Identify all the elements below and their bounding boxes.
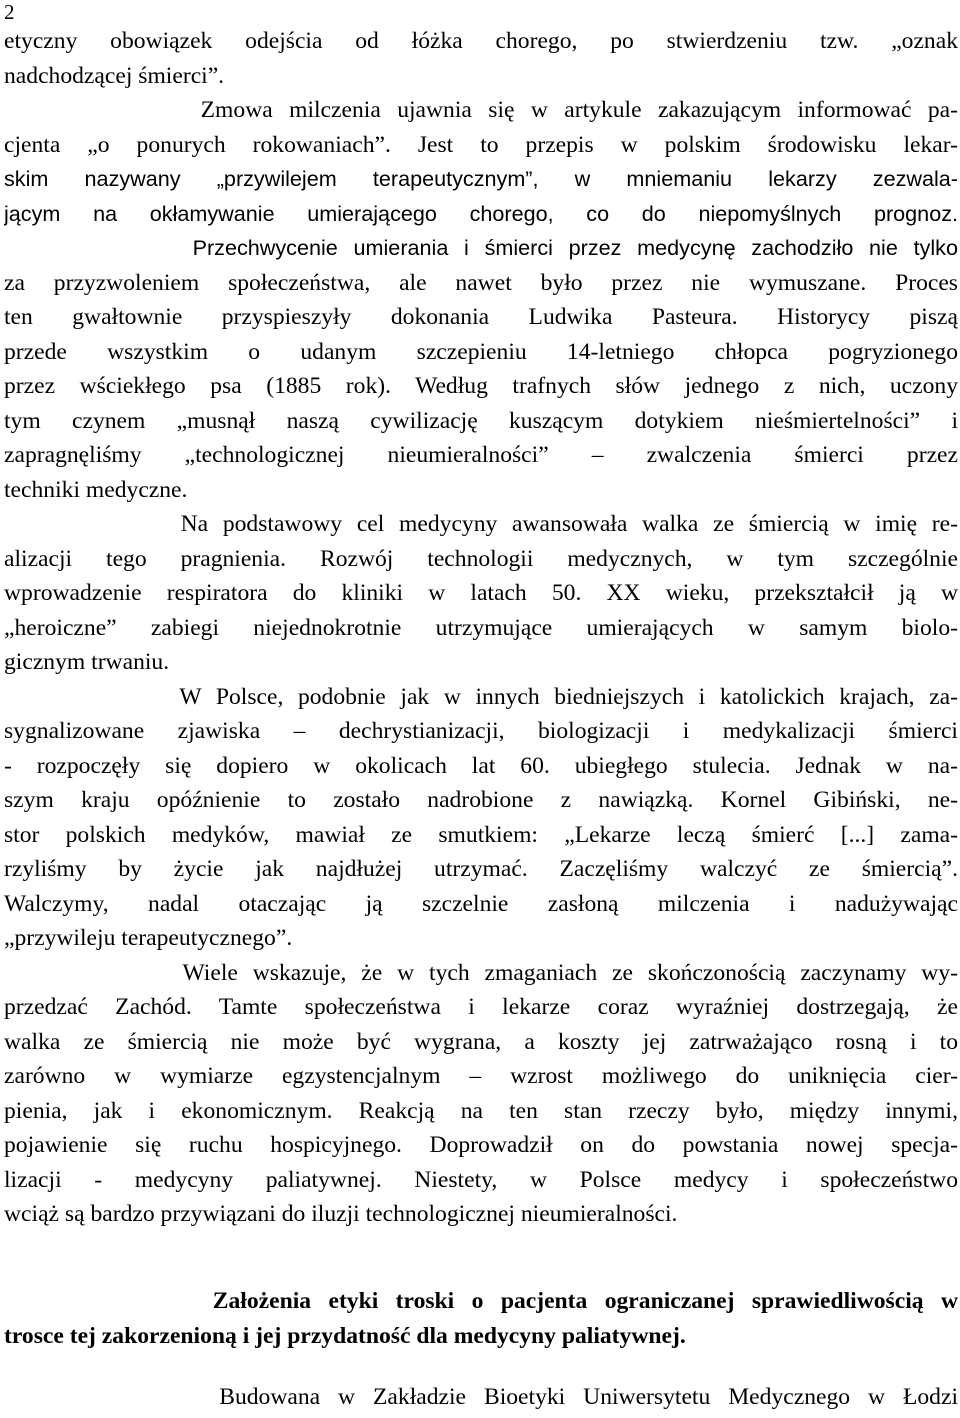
- text-line: wprowadzenie respiratora do kliniki w latach 50. XX wieku, przekształcił ją w: [4, 580, 958, 606]
- text-line: Walczymy, nadal otaczając ją szczelnie zasłoną milczenia i nadużywając: [4, 890, 958, 917]
- text-line: alizacji tego pragnienia. Rozwój technologii medycznych, w tym szczególnie: [4, 545, 958, 572]
- text-line: - rozpoczęły się dopiero w okolicach lat 60. ubiegłego stulecia. Jednak w na-: [4, 752, 958, 779]
- footer-paragraph-line-1: Budowana w Zakładzie Bioetyki Uniwersytetu Medycznego w Łodzi: [4, 1384, 958, 1410]
- text-line: etyczny obowiązek odejścia od łóżka chorego, po stwierdzeniu tzw. „oznak: [4, 28, 958, 54]
- text-line: techniki medyczne.: [4, 476, 188, 503]
- text-line: tym czynem „musnął naszą cywilizację kuszącym dotykiem nieśmiertelności” i: [4, 407, 958, 434]
- text-line: Wiele wskazuje, że w tych zmaganiach ze skończonością zaczynamy wy-: [4, 959, 958, 986]
- text-line: Zmowa milczenia ujawnia się w artykule zakazującym informować pa-: [4, 97, 958, 123]
- section-heading-line-1: Założenia etyki troski o pacjenta ograniczanej sprawiedliwością w: [4, 1288, 958, 1314]
- text-line: lizacji - medycyny paliatywnej. Niestety, w Polsce medycy i społeczeństwo: [4, 1166, 958, 1193]
- text-line: zapragnęliśmy „technologicznej nieumieralności” – zwalczenia śmierci przez: [4, 442, 958, 468]
- text-line: walka ze śmiercią nie może być wygrana, a koszty jej zatrważająco rosną i to: [4, 1028, 958, 1055]
- text-line: pienia, jak i ekonomicznym. Reakcją na ten stan rzeczy było, między innymi,: [4, 1097, 958, 1124]
- text-line: za przyzwoleniem społeczeństwa, ale nawet było przez nie wymuszane. Proces: [4, 269, 958, 296]
- text-line: „przywileju terapeutycznego”.: [4, 925, 293, 951]
- text-line: wciąż są bardzo przywiązani do iluzji technologicznej nieumieralności.: [4, 1201, 678, 1227]
- text-line: „heroiczne” zabiegi niejednokrotnie utrzymujące umierających w samym biolo-: [4, 614, 958, 641]
- text-line: przede wszystkim o udanym szczepieniu 14-letniego chłopca pogryzionego: [4, 338, 958, 365]
- text-line: przez wściekłego psa (1885 rok). Według trafnych słów jednego z nich, uczony: [4, 373, 958, 399]
- text-line: zarówno w wymiarze egzystencjalnym – wzrost możliwego do uniknięcia cier-: [4, 1063, 958, 1089]
- page-number: 2: [4, 0, 15, 24]
- section-heading-line-2: trosce tej zakorzenioną i jej przydatność dla medycyny paliatywnej.: [4, 1322, 686, 1349]
- text-line: Przechwycenie umierania i śmierci przez medycynę zachodziło nie tylko: [4, 235, 958, 260]
- text-line: Na podstawowy cel medycyny awansowała walka ze śmiercią w imię re-: [4, 511, 958, 537]
- text-line: nadchodzącej śmierci”.: [4, 62, 225, 89]
- text-line: przedzać Zachód. Tamte społeczeństwa i lekarze coraz wyraźniej dostrzegają, że: [4, 994, 958, 1020]
- text-line: stor polskich medyków, mawiał ze smutkiem: „Lekarze leczą śmierć [...] zama-: [4, 821, 958, 848]
- text-line: rzyliśmy by życie jak najdłużej utrzymać. Zaczęliśmy walczyć ze śmiercią”.: [4, 856, 958, 882]
- text-line: gicznym trwaniu.: [4, 649, 170, 675]
- text-line: ten gwałtownie przyspieszyły dokonania Ludwika Pasteura. Historycy piszą: [4, 304, 958, 330]
- footer-paragraph: [4, 1380, 958, 1415]
- text-line: sygnalizowane zjawiska – dechrystianizacji, biologizacji i medykalizacji śmierci: [4, 718, 958, 744]
- text-line: skim nazywany „przywilejem terapeutycznym”, w mniemaniu lekarzy zezwala-: [4, 166, 958, 191]
- text-line: cjenta „o ponurych rokowaniach”. Jest to przepis w polskim środowisku lekar-: [4, 131, 958, 158]
- text-line: szym kraju opóźnienie to zostało nadrobione z nawiązką. Kornel Gibiński, ne-: [4, 787, 958, 813]
- body-text: [4, 24, 958, 1232]
- text-line: pojawienie się ruchu hospicyjnego. Doprowadził on do powstania nowej specja-: [4, 1132, 958, 1158]
- text-line: jącym na okłamywanie umierającego chorego, co do niepomyślnych prognoz.: [4, 200, 958, 226]
- text-line: W Polsce, podobnie jak w innych biedniejszych i katolickich krajach, za-: [4, 683, 958, 710]
- section-heading: [4, 1284, 958, 1353]
